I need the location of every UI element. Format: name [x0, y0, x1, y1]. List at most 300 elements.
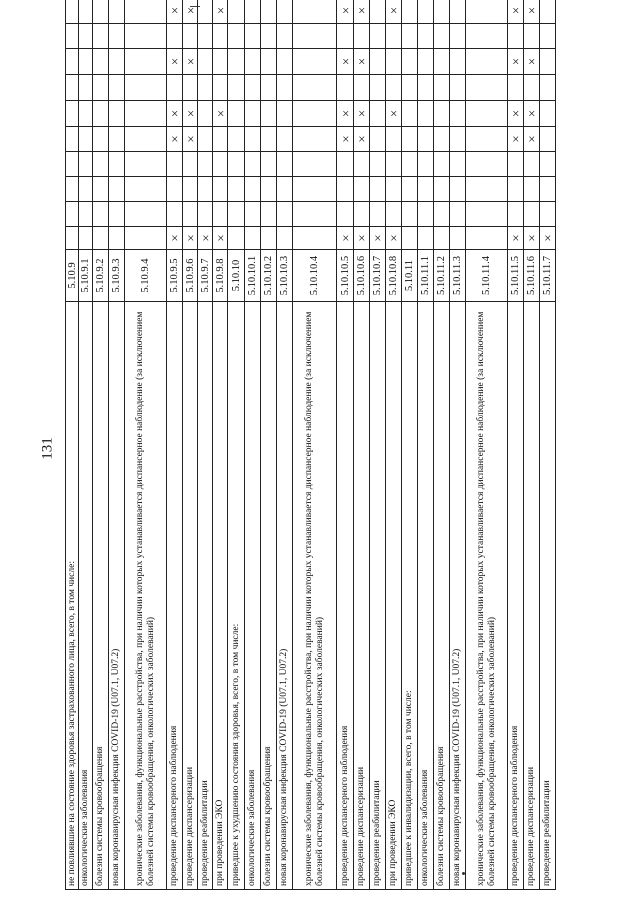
table-row [402, 0, 418, 890]
mark-cell [79, 49, 93, 75]
mark-cell [277, 177, 293, 202]
mark-cell [524, 227, 540, 250]
mark-cell [93, 177, 109, 202]
mark-cell [93, 0, 109, 24]
row-indicator-name: проведение реабилитации [198, 302, 213, 890]
mark-cell [418, 75, 434, 101]
mark-cell [277, 152, 293, 177]
mark-cell [524, 152, 540, 177]
mark-cell [213, 24, 228, 49]
mark-cell [354, 0, 370, 24]
mark-cell [66, 202, 79, 227]
mark-cell [79, 202, 93, 227]
cross-mark-icon: × [354, 6, 369, 15]
mark-cell [466, 177, 508, 202]
mark-cell [228, 75, 245, 101]
row-code: 5.10.10.4 [293, 250, 337, 302]
mark-cell [109, 227, 125, 250]
mark-cell [466, 202, 508, 227]
report-table-body [66, 0, 556, 890]
mark-cell [66, 24, 79, 49]
mark-cell [402, 24, 418, 49]
mark-cell [466, 24, 508, 49]
mark-cell [213, 0, 228, 24]
mark-cell [418, 227, 434, 250]
mark-cell [93, 202, 109, 227]
row-indicator-name: проведение реабилитации [370, 302, 386, 890]
mark-cell [228, 227, 245, 250]
mark-cell [337, 202, 354, 227]
mark-cell [109, 0, 125, 24]
mark-cell [183, 227, 198, 250]
cross-mark-icon: × [182, 57, 198, 66]
mark-cell [386, 49, 402, 75]
mark-cell [386, 75, 402, 101]
table-row [293, 0, 337, 890]
mark-cell [354, 101, 370, 127]
mark-cell [293, 24, 337, 49]
mark-cell [337, 49, 354, 75]
mark-cell [402, 127, 418, 152]
mark-cell [508, 0, 524, 24]
mark-cell [354, 75, 370, 101]
mark-cell [93, 152, 109, 177]
mark-cell [277, 101, 293, 127]
row-indicator-name: проведение реабилитации [540, 302, 556, 890]
mark-cell [183, 202, 198, 227]
cross-mark-icon: × [540, 234, 555, 242]
table-row [337, 0, 354, 890]
row-indicator-name: новая коронавирусная инфекция COVID-19 (U07.1, U07.2) [109, 302, 125, 890]
row-code: 5.10.10.1 [245, 250, 261, 302]
mark-cell [370, 49, 386, 75]
mark-cell [198, 101, 213, 127]
mark-cell [167, 0, 183, 24]
cross-mark-icon: × [354, 57, 369, 66]
mark-cell [261, 152, 277, 177]
mark-cell [466, 227, 508, 250]
cross-mark-icon: × [508, 109, 523, 118]
report-table [65, 0, 556, 890]
row-indicator-name: приведшее к инвалидизации, всего, в том числе: [402, 302, 418, 890]
mark-cell [386, 24, 402, 49]
mark-cell [109, 152, 125, 177]
mark-cell [93, 227, 109, 250]
row-indicator-name: новая коронавирусная инфекция COVID-19 (U07.1, U07.2) [277, 302, 293, 890]
cross-mark-icon: × [337, 6, 353, 15]
row-code: 5.10.10 [228, 250, 245, 302]
mark-cell [228, 49, 245, 75]
table-row [277, 0, 293, 890]
mark-cell [213, 177, 228, 202]
cross-mark-icon: × [524, 234, 539, 242]
mark-cell [450, 75, 466, 101]
mark-cell [418, 177, 434, 202]
mark-cell [198, 202, 213, 227]
mark-cell [418, 101, 434, 127]
row-code: 5.10.10.8 [386, 250, 402, 302]
table-row [354, 0, 370, 890]
mark-cell [337, 127, 354, 152]
mark-cell [183, 127, 198, 152]
mark-cell [213, 75, 228, 101]
mark-cell [434, 24, 450, 49]
mark-cell [540, 227, 556, 250]
table-row [418, 0, 434, 890]
row-code: 5.10.11.3 [450, 250, 466, 302]
mark-cell [466, 152, 508, 177]
mark-cell [450, 24, 466, 49]
row-indicator-name: приведшее к ухудшению состояния здоровья, всего, в том числе: [228, 302, 245, 890]
row-indicator-name: хронические заболевания, функциональные расстройства, при наличии которых устанавливается диспансерное наблюдение (за исключением болезней системы кровообращения, онкологических заболеваний) [293, 302, 337, 890]
table-row [450, 0, 466, 890]
row-code: 5.10.11.1 [418, 250, 434, 302]
cross-mark-icon: × [386, 109, 401, 118]
mark-cell [245, 101, 261, 127]
mark-cell [434, 127, 450, 152]
mark-cell [386, 101, 402, 127]
mark-cell [66, 101, 79, 127]
mark-cell [93, 101, 109, 127]
table-row [228, 0, 245, 890]
mark-cell [402, 49, 418, 75]
mark-cell [524, 0, 540, 24]
mark-cell [261, 0, 277, 24]
mark-cell [354, 49, 370, 75]
mark-cell [277, 24, 293, 49]
mark-cell [466, 49, 508, 75]
mark-cell [466, 101, 508, 127]
mark-cell [277, 202, 293, 227]
table-row [466, 0, 508, 890]
mark-cell [466, 75, 508, 101]
mark-cell [370, 0, 386, 24]
mark-cell [540, 0, 556, 24]
mark-cell [245, 75, 261, 101]
mark-cell [386, 0, 402, 24]
mark-cell [540, 75, 556, 101]
mark-cell [245, 152, 261, 177]
mark-cell [434, 202, 450, 227]
mark-cell [418, 152, 434, 177]
mark-cell [198, 0, 213, 24]
mark-cell [524, 127, 540, 152]
page-number: 131 [39, 437, 56, 460]
mark-cell [524, 202, 540, 227]
mark-cell [213, 101, 228, 127]
mark-cell [183, 101, 198, 127]
mark-cell [418, 202, 434, 227]
mark-cell [540, 24, 556, 49]
table-row [524, 0, 540, 890]
mark-cell [183, 75, 198, 101]
cross-mark-icon: × [524, 109, 539, 118]
mark-cell [434, 152, 450, 177]
cross-mark-icon: × [182, 6, 198, 15]
table-row [434, 0, 450, 890]
cross-mark-icon: × [337, 234, 353, 242]
mark-cell [370, 127, 386, 152]
cross-mark-icon: × [167, 57, 182, 66]
mark-cell [79, 152, 93, 177]
row-code: 5.10.10.6 [354, 250, 370, 302]
mark-cell [66, 127, 79, 152]
mark-cell [245, 177, 261, 202]
mark-cell [418, 0, 434, 24]
mark-cell [386, 152, 402, 177]
mark-cell [293, 0, 337, 24]
mark-cell [434, 227, 450, 250]
mark-cell [125, 24, 167, 49]
mark-cell [167, 127, 183, 152]
mark-cell [245, 202, 261, 227]
mark-cell [66, 227, 79, 250]
table-row [245, 0, 261, 890]
mark-cell [540, 177, 556, 202]
cross-mark-icon: × [524, 135, 539, 143]
mark-cell [370, 101, 386, 127]
mark-cell [450, 177, 466, 202]
mark-cell [228, 0, 245, 24]
mark-cell [261, 227, 277, 250]
row-indicator-name: онкологические заболевания [79, 302, 93, 890]
mark-cell [277, 227, 293, 250]
table-row [261, 0, 277, 890]
mark-cell [508, 101, 524, 127]
mark-cell [337, 75, 354, 101]
row-code: 5.10.11.2 [434, 250, 450, 302]
mark-cell [167, 101, 183, 127]
row-code: 5.10.10.7 [370, 250, 386, 302]
cross-mark-icon: × [212, 109, 228, 118]
mark-cell [198, 49, 213, 75]
mark-cell [354, 24, 370, 49]
mark-cell [228, 202, 245, 227]
mark-cell [167, 49, 183, 75]
cross-mark-icon: × [508, 57, 523, 66]
mark-cell [79, 127, 93, 152]
cross-mark-icon: × [354, 109, 369, 118]
mark-cell [293, 177, 337, 202]
row-code: 5.10.11.6 [524, 250, 540, 302]
mark-cell [79, 24, 93, 49]
mark-cell [125, 177, 167, 202]
row-indicator-name: не повлиявшие на состояние здоровья застрахованного лица, всего, в том числе: [66, 302, 79, 890]
mark-cell [386, 127, 402, 152]
mark-cell [293, 75, 337, 101]
mark-cell [450, 49, 466, 75]
mark-cell [109, 177, 125, 202]
cross-mark-icon: × [167, 234, 182, 242]
table-row [109, 0, 125, 890]
mark-cell [370, 24, 386, 49]
table-row [93, 0, 109, 890]
mark-cell [183, 24, 198, 49]
mark-cell [183, 177, 198, 202]
mark-cell [386, 202, 402, 227]
mark-cell [293, 127, 337, 152]
mark-cell [434, 101, 450, 127]
mark-cell [228, 152, 245, 177]
mark-cell [508, 202, 524, 227]
mark-cell [167, 177, 183, 202]
mark-cell [540, 49, 556, 75]
row-indicator-name: болезни системы кровообращения [261, 302, 277, 890]
mark-cell [434, 75, 450, 101]
mark-cell [228, 101, 245, 127]
mark-cell [540, 127, 556, 152]
row-indicator-name: хронические заболевания, функциональные расстройства, при наличии которых устанавливается диспансерное наблюдение (за исключением болезней системы кровообращения, онкологических заболеваний) [466, 302, 508, 890]
cross-mark-icon: × [197, 234, 213, 242]
mark-cell [79, 75, 93, 101]
row-indicator-name: при проведении ЭКО [386, 302, 402, 890]
row-code: 5.10.10.5 [337, 250, 354, 302]
mark-cell [183, 152, 198, 177]
mark-cell [434, 49, 450, 75]
mark-cell [261, 177, 277, 202]
table-row [167, 0, 183, 890]
row-indicator-name: проведение диспансерного наблюдения [508, 302, 524, 890]
row-indicator-name: проведение диспансеризации [524, 302, 540, 890]
mark-cell [337, 0, 354, 24]
mark-cell [213, 127, 228, 152]
row-code: 5.10.9.3 [109, 250, 125, 302]
mark-cell [524, 49, 540, 75]
mark-cell [213, 152, 228, 177]
cross-mark-icon: × [508, 6, 523, 15]
row-code: 5.10.11.4 [466, 250, 508, 302]
mark-cell [167, 24, 183, 49]
mark-cell [245, 24, 261, 49]
mark-cell [524, 24, 540, 49]
mark-cell [450, 227, 466, 250]
cross-mark-icon: × [167, 135, 182, 143]
row-indicator-name: хронические заболевания, функциональные расстройства, при наличии которых устанавливается диспансерное наблюдение (за исключением болезней системы кровообращения, онкологических заболеваний) [125, 302, 167, 890]
row-indicator-name: проведение диспансерного наблюдения [337, 302, 354, 890]
mark-cell [450, 152, 466, 177]
cross-mark-icon: × [167, 109, 182, 118]
mark-cell [370, 202, 386, 227]
mark-cell [337, 101, 354, 127]
mark-cell [198, 127, 213, 152]
mark-cell [466, 127, 508, 152]
mark-cell [370, 227, 386, 250]
mark-cell [508, 227, 524, 250]
mark-cell [125, 101, 167, 127]
mark-cell [354, 177, 370, 202]
row-indicator-name: болезни системы кровообращения [93, 302, 109, 890]
mark-cell [261, 127, 277, 152]
cross-mark-icon: × [524, 6, 539, 15]
mark-cell [167, 227, 183, 250]
cross-mark-icon: × [182, 234, 198, 242]
mark-cell [508, 49, 524, 75]
mark-cell [524, 75, 540, 101]
row-code: 5.10.9.1 [79, 250, 93, 302]
mark-cell [337, 227, 354, 250]
mark-cell [261, 202, 277, 227]
mark-cell [293, 101, 337, 127]
mark-cell [370, 152, 386, 177]
mark-cell [386, 227, 402, 250]
mark-cell [402, 202, 418, 227]
table-row [125, 0, 167, 890]
mark-cell [293, 152, 337, 177]
mark-cell [540, 202, 556, 227]
row-code: 5.10.11.7 [540, 250, 556, 302]
table-row [66, 0, 79, 890]
mark-cell [228, 177, 245, 202]
row-code: 5.10.11.5 [508, 250, 524, 302]
mark-cell [293, 202, 337, 227]
mark-cell [93, 127, 109, 152]
row-indicator-name: проведение диспансерного наблюдения [167, 302, 183, 890]
mark-cell [167, 202, 183, 227]
mark-cell [402, 75, 418, 101]
row-code: 5.10.9.6 [183, 250, 198, 302]
mark-cell [386, 177, 402, 202]
mark-cell [66, 0, 79, 24]
mark-cell [228, 24, 245, 49]
mark-cell [125, 127, 167, 152]
mark-cell [93, 75, 109, 101]
mark-cell [183, 0, 198, 24]
table-row [370, 0, 386, 890]
mark-cell [434, 0, 450, 24]
row-indicator-name: при проведении ЭКО [213, 302, 228, 890]
mark-cell [524, 177, 540, 202]
mark-cell [125, 152, 167, 177]
row-indicator-name: онкологические заболевания [418, 302, 434, 890]
mark-cell [109, 24, 125, 49]
mark-cell [245, 127, 261, 152]
cross-mark-icon: × [182, 135, 198, 143]
mark-cell [277, 75, 293, 101]
row-indicator-name: проведение диспансеризации [354, 302, 370, 890]
mark-cell [245, 0, 261, 24]
mark-cell [125, 202, 167, 227]
row-indicator-name: болезни системы кровообращения [434, 302, 450, 890]
mark-cell [402, 227, 418, 250]
mark-cell [66, 75, 79, 101]
mark-cell [466, 0, 508, 24]
mark-cell [508, 75, 524, 101]
mark-cell [66, 177, 79, 202]
row-code: 5.10.9.2 [93, 250, 109, 302]
mark-cell [93, 49, 109, 75]
mark-cell [508, 177, 524, 202]
mark-cell [402, 101, 418, 127]
mark-cell [66, 152, 79, 177]
mark-cell [402, 0, 418, 24]
row-code: 5.10.11 [402, 250, 418, 302]
cross-mark-icon: × [508, 135, 523, 143]
mark-cell [354, 152, 370, 177]
cross-mark-icon: × [386, 6, 401, 15]
cross-mark-icon: × [167, 6, 182, 15]
mark-cell [508, 152, 524, 177]
mark-cell [450, 0, 466, 24]
mark-cell [198, 177, 213, 202]
mark-cell [261, 75, 277, 101]
cross-mark-icon: × [337, 57, 353, 66]
mark-cell [167, 152, 183, 177]
report-table-container [65, 6, 565, 890]
row-code: 5.10.9.7 [198, 250, 213, 302]
mark-cell [261, 101, 277, 127]
row-code: 5.10.9.5 [167, 250, 183, 302]
row-code: 5.10.10.3 [277, 250, 293, 302]
